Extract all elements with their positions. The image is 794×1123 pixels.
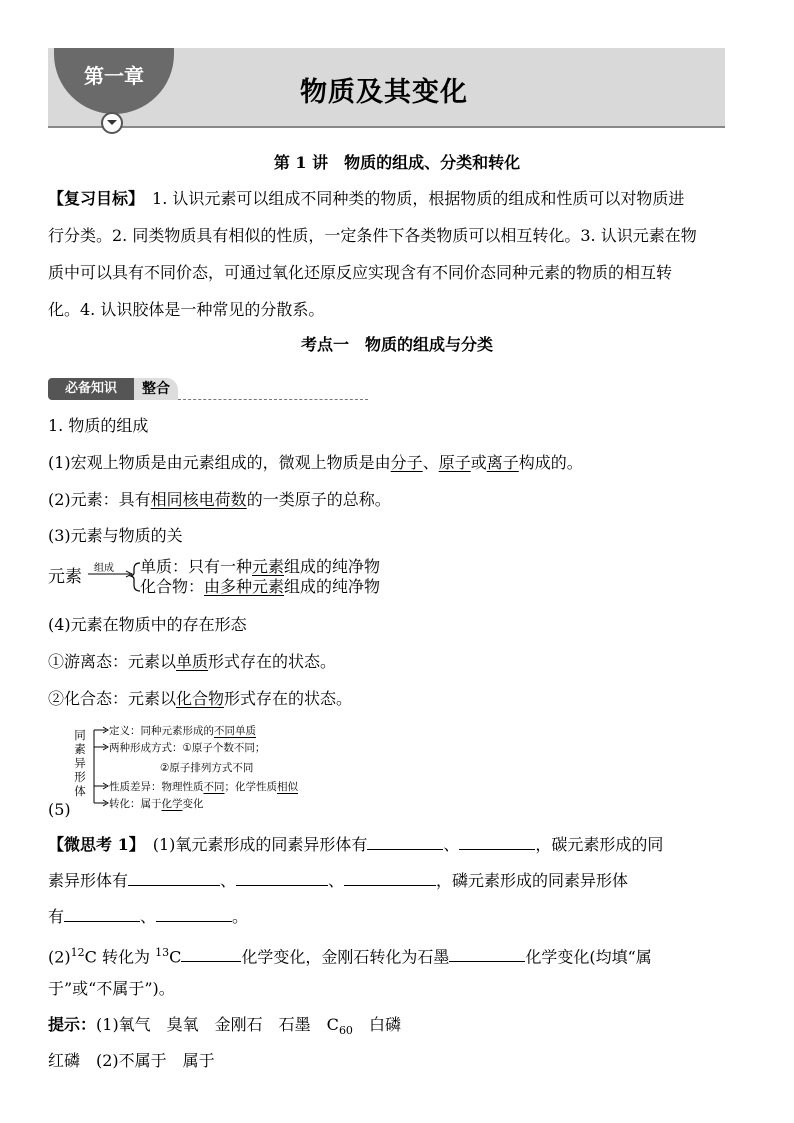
text: 变化 — [182, 798, 204, 810]
knowledge-tag-light: 整合 — [134, 378, 178, 400]
text: 单质：只有一种 — [140, 557, 253, 576]
underlined-answer: 由多种 — [204, 577, 253, 596]
answer-blank[interactable] — [459, 833, 535, 850]
relation-left: 元素 — [48, 567, 82, 587]
relation-simple-substance — [140, 557, 380, 577]
relation-arrow-icon — [86, 560, 146, 596]
lecture-title: 第 1 讲 物质的组成、分类和转化 — [273, 153, 521, 172]
think-line-5: 于”或“不属于”)。 — [48, 979, 175, 998]
section-heading: 考点一 物质的组成与分类 — [300, 335, 493, 354]
text: 化合物： — [140, 577, 205, 596]
root-char: 异 — [74, 756, 86, 770]
root-char: 素 — [74, 742, 86, 756]
allotrope-root — [72, 728, 88, 798]
answer-blank[interactable] — [128, 869, 220, 886]
relation-compound — [140, 577, 380, 597]
text: ，磷元素形成的同素异形体 — [436, 871, 629, 890]
relation-arrow-label: 组成 — [94, 563, 114, 574]
text: 有 — [48, 907, 65, 926]
divider — [178, 399, 368, 400]
allotrope-property — [109, 779, 298, 794]
text: (1)宏观上物质是由元素组成的，微观上物质是由 — [48, 453, 391, 472]
text: 或 — [470, 453, 487, 472]
text: ，碳元素形成的同 — [535, 835, 664, 854]
combined-state — [48, 688, 352, 710]
review-goals-line: 质中可以具有不同价态，可通过氧化还原反应实现含有不同价态同种元素的物质的相互转 — [48, 263, 673, 282]
text: 、 — [220, 871, 237, 890]
text: 组成的纯净物 — [284, 557, 381, 576]
review-goals-label: 【复习目标】 — [48, 189, 137, 208]
think-line-1 — [48, 833, 663, 856]
underlined-answer: 化学 — [161, 798, 183, 810]
underlined-answer: 元素 — [252, 557, 285, 576]
answer-blank[interactable] — [236, 869, 328, 886]
review-goals — [48, 180, 748, 328]
text: 素异形体有 — [48, 871, 129, 890]
think-line-4 — [48, 942, 652, 968]
composition-p3: (3)元素与物质的关 — [48, 526, 183, 545]
text: (1)氧元素形成的同素异形体有 — [136, 835, 368, 854]
allotrope-bracket-icon — [88, 724, 110, 808]
text: C — [169, 947, 182, 967]
answer-blank[interactable] — [367, 833, 443, 850]
text: 转化：属于 — [109, 798, 162, 810]
text: 。 — [232, 907, 249, 926]
underlined-answer: 离子 — [486, 453, 519, 472]
allotrope-forms-2: ②原子排列方式不同 — [160, 762, 254, 774]
text: ；化学性质 — [224, 781, 277, 793]
text: (2) — [48, 947, 71, 967]
text: C 转化为 — [84, 947, 156, 967]
composition-p5: (5) — [48, 800, 71, 819]
superscript: 13 — [155, 946, 170, 959]
think-label: 【微思考 1】 — [48, 835, 137, 854]
underlined-answer: 相同核电荷数 — [150, 490, 247, 509]
answer-blank[interactable] — [156, 905, 232, 922]
hint-line-1 — [48, 1014, 401, 1042]
text: 性质差异：物理性质 — [109, 781, 204, 793]
underlined-answer: 单质 — [176, 652, 209, 671]
text: 化学变化(均填“属 — [525, 947, 652, 967]
allotrope-definition — [109, 723, 256, 738]
review-goals-line: 化。4. 认识胶体是一种常见的分散系。 — [48, 300, 325, 319]
allotrope-forms: 两种形成方式：①原子个数不同； — [109, 742, 266, 754]
text: 组成的纯净物 — [284, 577, 381, 596]
composition-heading: 1. 物质的组成 — [48, 416, 149, 435]
text: (1)氧气 臭氧 金刚石 石墨 C — [96, 1015, 339, 1034]
chapter-label: 第一章 — [54, 48, 174, 114]
answer-blank[interactable] — [449, 945, 525, 962]
free-state — [48, 651, 336, 673]
answer-blank[interactable] — [181, 945, 241, 962]
text: 定义：同种元素形成的 — [109, 725, 214, 737]
review-goals-line: 1. 认识元素可以组成不同种类的物质，根据物质的组成和性质可以对物质进 — [136, 189, 685, 208]
text: 形式存在的状态。 — [208, 652, 337, 671]
composition-p2 — [48, 489, 391, 511]
root-char: 同 — [74, 728, 86, 742]
composition-p4: (4)元素在物质中的存在形态 — [48, 615, 247, 634]
underlined-answer: 相似 — [277, 781, 298, 793]
root-char: 形 — [74, 770, 86, 784]
text: 形式存在的状态。 — [224, 689, 353, 708]
underlined-answer: 原子 — [438, 453, 471, 472]
underlined-answer: 化合物 — [176, 689, 225, 708]
text: 的一类原子的总称。 — [246, 490, 391, 509]
hint-line-2: 红磷 (2)不属于 属于 — [48, 1051, 215, 1070]
review-goals-line: 行分类。2. 同类物质具有相似的性质，一定条件下各类物质可以相互转化。3. 认识元素在物 — [48, 226, 697, 245]
underlined-answer: 不同 — [203, 781, 225, 793]
text: 白磷 — [352, 1015, 401, 1034]
text: 构成的。 — [518, 453, 583, 472]
text: 、 — [140, 907, 157, 926]
think-line-3 — [48, 905, 248, 928]
hint-label: 提示： — [48, 1015, 97, 1034]
composition-p1 — [48, 452, 583, 474]
underlined-answer: 分子 — [390, 453, 423, 472]
underlined-answer: 不同单质 — [214, 725, 256, 737]
knowledge-tag-dark: 必备知识 — [48, 378, 134, 400]
text: ①游离态：元素以 — [48, 652, 177, 671]
subscript: 60 — [338, 1024, 353, 1038]
root-char: 体 — [74, 784, 86, 798]
chapter-title: 物质及其变化 — [300, 77, 468, 108]
knowledge-tag — [48, 378, 368, 400]
text: 化学变化，金刚石转化为石墨 — [241, 947, 450, 967]
text: 、 — [422, 453, 439, 472]
text: (2)元素：具有 — [48, 490, 151, 509]
answer-blank[interactable] — [344, 869, 436, 886]
chevron-down-icon — [101, 112, 123, 134]
text: 、 — [328, 871, 345, 890]
underlined-answer: 元素 — [252, 577, 285, 596]
think-line-2 — [48, 869, 628, 892]
answer-blank[interactable] — [64, 905, 140, 922]
superscript: 12 — [70, 946, 85, 959]
allotrope-conversion — [109, 796, 204, 811]
text: 、 — [443, 835, 460, 854]
text: ②化合态：元素以 — [48, 689, 177, 708]
